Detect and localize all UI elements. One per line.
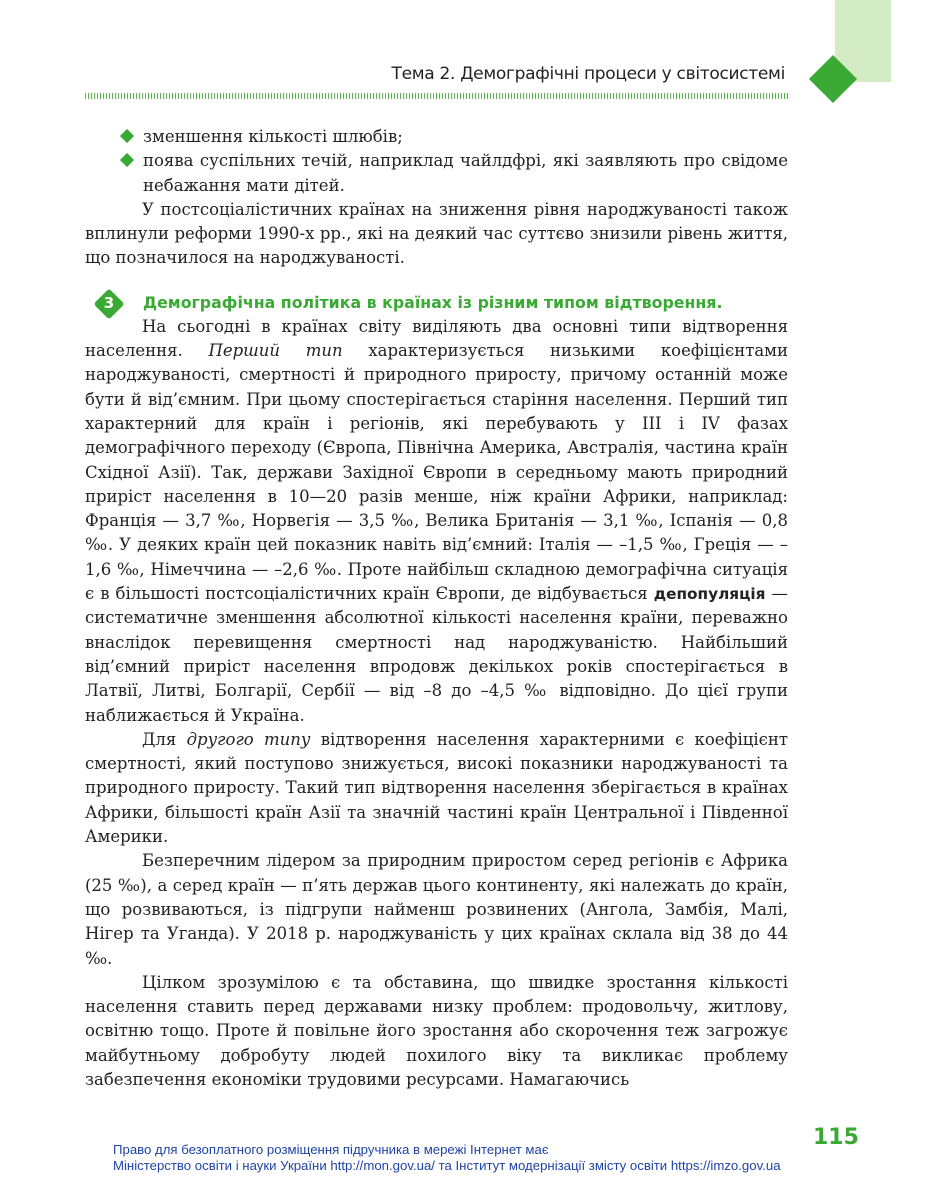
running-header-title: Тема 2. Демографічні процеси у світосистемі (391, 64, 785, 84)
italic-term-second-type: другого типу (186, 729, 311, 749)
header-dotted-rule (85, 93, 788, 99)
italic-term-first-type: Перший тип (208, 341, 343, 361)
section-number-badge (95, 290, 123, 318)
paragraph-text: — систематичне зменшення абсолютної кількості населення країни, переважно внаслідок перевищення смертності над народжуваністю. Найбільший від’ємний приріст населення впродовж декількох років спостерігається в Латвії, Литві, Болгарії, Сербії — від –8 до –4,5 ‰ відповідно. До цієї групи наближається й Україна. (85, 584, 788, 725)
list-item (85, 125, 788, 149)
paragraph-text: На сьогодні в країнах світу виділяють два основні типи відтворення населення. (85, 316, 788, 361)
bold-term-depopulation: депопуляція (653, 585, 766, 604)
green-diamond-bullet-icon (120, 129, 134, 143)
section-number: 3 (103, 293, 115, 312)
page-number: 115 (813, 1125, 859, 1150)
section-title: Демографічна політика в країнах із різним типом відтворення. (143, 292, 723, 312)
paragraph-population-problems: Цілком зрозумілою є та обставина, що швидке зростання кількості населення ставить перед державами низку проблем: продовольчу, житлову, освітню тощо. Проте й повільне його зростання або скорочення теж загрожує майбутньому добробуту людей похилого віку та викликає проблему забезпечення економіки трудовими ресурсами. Намагаючись (85, 972, 788, 1089)
list-item (85, 149, 788, 198)
paragraph-second-type (85, 728, 788, 849)
bullet-list (85, 125, 788, 198)
paragraph-first-type (85, 315, 788, 728)
footer-line-2: Міністерство освіти і науки України http://mon.gov.ua/ та Інститут модернізації змісту освіти https://imzo.gov.ua (113, 1158, 781, 1173)
footer-license-note (113, 1142, 873, 1174)
section-heading (85, 291, 788, 315)
page-content (85, 125, 788, 1092)
bullet-text: поява суспільних течій, наприклад чайлдфрі, які заявляють про свідоме небажання мати дітей. (143, 151, 788, 195)
paragraph-text: Для (142, 729, 187, 749)
paragraph-africa-leader: Безперечним лідером за природним приростом серед регіонів є Африка (25 ‰), а серед країн — п’ять держав цього континенту, які належать до країн, що розвиваються, із підгрупи найменш розвинених (Ангола, Замбія, Малі, Нігер та Уганда). У 2018 р. народжуваність у цих країнах склала від 38 до 44 ‰. (85, 851, 788, 968)
footer-line-1: Право для безоплатного розміщення підручника в мережі Інтернет має (113, 1142, 549, 1157)
paragraph-text: відтворення населення характерними є коефіцієнт смертності, який поступово знижується, високі показники народжуваності та природного приросту. Такий тип відтворення населення зберігається в країнах Африки, більшості країн Азії та значній частині країн Центральної і Південної Америки. (85, 729, 788, 847)
bullet-text: зменшення кількості шлюбів; (143, 127, 403, 146)
intro-paragraph: У постсоціалістичних країнах на зниження рівня народжуваності також вплинули реформи 1990-х рр., які на деякий час суттєво знизили рівень життя, що позначилося на народжуваності. (85, 199, 788, 268)
paragraph-text: характеризується низькими коефіцієнтами народжуваності, смертності й природного приросту, причому останній може бути й від’ємним. При цьому спостерігається старіння населення. Перший тип характерний для країн і регіонів, які перебувають у III і IV фазах демографічного переходу (Європа, Північна Америка, Австралія, частина країн Східної Азії). Так, держави Західної Європи в середньому мають природний приріст населення в 10—20 разів менше, ніж країни Африки, наприклад: Франція — 3,7 ‰, Норвегія — 3,5 ‰, Велика Британія — 3,1 ‰, Іспанія — 0,8 ‰. У деяких країн цей показник навіть від’ємний: Італія — –1,5 ‰, Греція — –1,6 ‰, Німеччина — –2,6 ‰. Проте найбільш складною демографічна ситуація є в більшості постсоціалістичних країн Європи, де відбувається (85, 341, 788, 604)
green-diamond-bullet-icon (120, 153, 134, 167)
